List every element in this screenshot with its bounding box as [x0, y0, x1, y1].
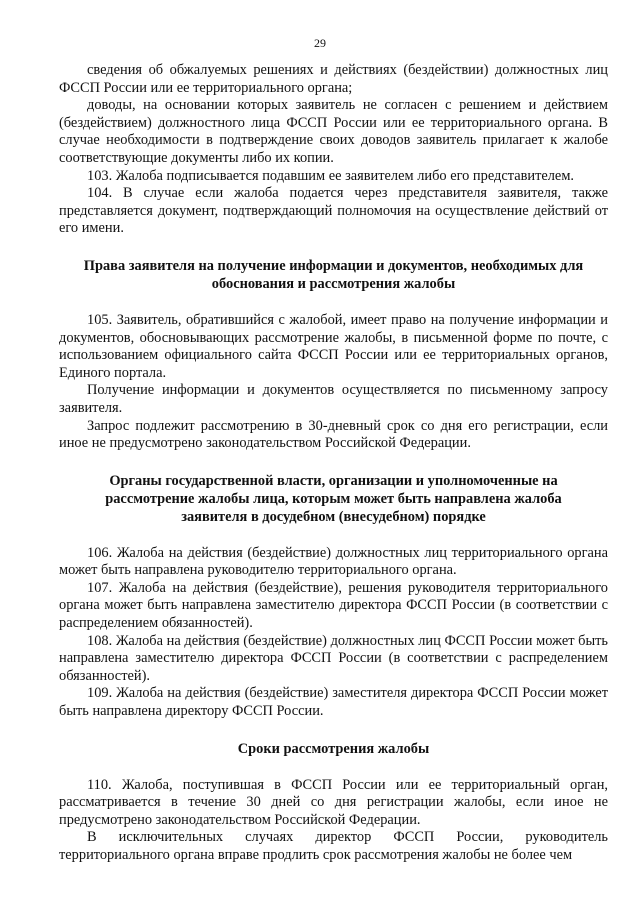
paragraph-105: 105. Заявитель, обратившийся с жалобой, имеет право на получение информации и документов, обосновывающих рассмотрение жалобы, в письменной форме по почте, с использованием официального сайта ФССП России или ее территориальных органов, Единого портала.	[59, 311, 608, 381]
paragraph-107: 107. Жалоба на действия (бездействие), решения руководителя территориального органа может быть направлена заместителю директора ФССП России (в соответствии с распределением обязанностей).	[59, 579, 608, 632]
paragraph-appeal-details: сведения об обжалуемых решениях и действиях (бездействии) должностных лиц ФССП России или ее территориального органа;	[59, 62, 608, 96]
section-heading-rights: Права заявителя на получение информации и документов, необходимых для обоснования и рассмотрения жалобы	[83, 257, 584, 292]
paragraph-109: 109. Жалоба на действия (бездействие) заместителя директора ФССП России может быть направлена директору ФССП России.	[59, 685, 608, 720]
paragraph-110: 110. Жалоба, поступившая в ФССП России или ее территориальный орган, рассматривается в течение 30 дней со дня регистрации жалобы, если иное не предусмотрено законодательством Российской Федерации.	[59, 776, 608, 828]
section-heading-authorities: Органы государственной власти, организации и уполномоченные на рассмотрение жалобы лица, которым может быть направлена жалоба заявителя в досудебном (внесудебном) порядке	[105, 472, 562, 525]
paragraph-info-request: Получение информации и документов осуществляется по письменному запросу заявителя.	[59, 382, 608, 416]
paragraph-104: 104. В случае если жалоба подается через представителя заявителя, также представляется документ, подтверждающий полномочия на осуществление действий от его имени.	[59, 185, 608, 237]
paragraph-108: 108. Жалоба на действия (бездействие) должностных лиц ФССП России может быть направлена заместителю директора ФССП России (в соответствии с распределением обязанностей).	[59, 632, 608, 684]
document-body	[59, 62, 608, 865]
paragraph-106: 106. Жалоба на действия (бездействие) должностных лиц территориального органа может быть направлена руководителю территориального органа.	[59, 544, 608, 579]
paragraph-arguments: доводы, на основании которых заявитель не согласен с решением и действием (бездействием) должностного лица ФССП России или ее территориального органа. В случае необходимости в подтверждение своих доводов заявитель прилагает к жалобе соответствующие документы либо их копии.	[59, 97, 608, 166]
page-number: 29	[314, 36, 326, 50]
section-heading-terms: Сроки рассмотрения жалобы	[237, 740, 430, 757]
paragraph-exceptional-cases: В исключительных случаях директор ФССП России, руководитель территориального органа вправе продлить срок рассмотрения жалобы не более чем	[59, 829, 608, 863]
paragraph-103: 103. Жалоба подписывается подавшим ее заявителем либо его представителем.	[87, 167, 575, 184]
paragraph-request-term: Запрос подлежит рассмотрению в 30-дневный срок со дня его регистрации, если иное не предусмотрено законодательством Российской Федерации.	[59, 417, 608, 452]
